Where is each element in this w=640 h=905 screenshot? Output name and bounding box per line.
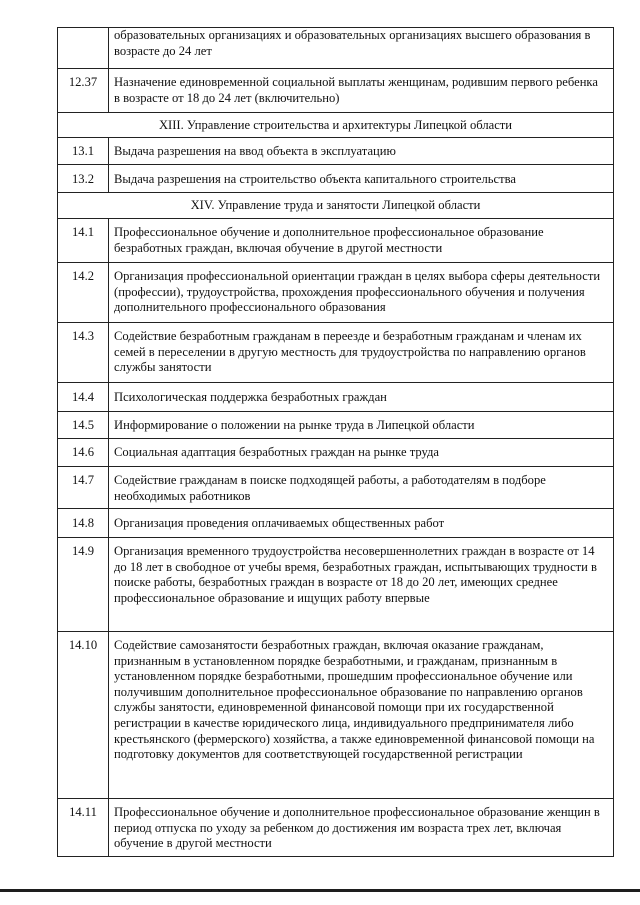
- row-number: 14.10: [58, 632, 109, 799]
- row-text: Организация проведения оплачиваемых общественных работ: [109, 509, 614, 538]
- row-text: Назначение единовременной социальной выплаты женщинам, родившим первого ребенка в возрасте от 18 до 24 лет (включительно): [109, 69, 614, 113]
- table-row: [58, 138, 614, 165]
- row-number: 14.4: [58, 383, 109, 412]
- row-text: Профессиональное обучение и дополнительное профессиональное образование женщин в период отпуска по уходу за ребенком до достижения им возраста трех лет, включая обучение в другой местности: [109, 799, 614, 857]
- row-text: Профессиональное обучение и дополнительное профессиональное образование безработных граждан, включая обучение в другой местности: [109, 219, 614, 263]
- row-text: Организация профессиональной ориентации граждан в целях выбора сферы деятельности (профессии), трудоустройства, прохождения профессионального обучения и получения дополнительного профессионального образования: [109, 263, 614, 323]
- services-table: [57, 27, 614, 857]
- row-text: Выдача разрешения на строительство объекта капитального строительства: [109, 165, 614, 193]
- table-row: [58, 799, 614, 857]
- row-number: 13.1: [58, 138, 109, 165]
- row-text: Содействие гражданам в поиске подходящей работы, а работодателям в подборе необходимых работников: [109, 467, 614, 509]
- row-text: Психологическая поддержка безработных граждан: [109, 383, 614, 412]
- row-text: Информирование о положении на рынке труда в Липецкой области: [109, 412, 614, 439]
- row-number: [58, 28, 109, 69]
- row-text: Организация временного трудоустройства несовершеннолетних граждан в возрасте от 14 до 18 лет в свободное от учебы время, безработных граждан, испытывающих трудности в поиске работы, безработных граждан в возрасте от 18 до 20 лет, имеющих среднее профессиональное образование и ищущих работу впервые: [109, 538, 614, 632]
- row-number: 14.1: [58, 219, 109, 263]
- row-number: 14.9: [58, 538, 109, 632]
- table-row: [58, 69, 614, 113]
- table-row: [58, 165, 614, 193]
- table-row: [58, 467, 614, 509]
- row-text: Содействие самозанятости безработных граждан, включая оказание гражданам, признанным в установленном порядке безработными, и гражданам, признанным в установленном порядке безработными, прошедшим профессиональное обучение или получившим дополнительное профессиональное образование по направлению органов службы занятости, единовременной финансовой помощи при их государственной регистрации в качестве юридического лица, индивидуального предпринимателя либо крестьянского (фермерского) хозяйства, а также единовременной финансовой помощи на подготовку документов для соответствующей государственной регистрации: [109, 632, 614, 799]
- row-number: 12.37: [58, 69, 109, 113]
- table-row: [58, 509, 614, 538]
- table-row: [58, 538, 614, 632]
- row-text: Выдача разрешения на ввод объекта в эксплуатацию: [109, 138, 614, 165]
- table-row: [58, 28, 614, 69]
- row-number: 14.11: [58, 799, 109, 857]
- row-number: 14.5: [58, 412, 109, 439]
- row-number: 14.2: [58, 263, 109, 323]
- row-text: Социальная адаптация безработных граждан на рынке труда: [109, 439, 614, 467]
- table-row: [58, 263, 614, 323]
- row-number: 14.6: [58, 439, 109, 467]
- table-row: [58, 219, 614, 263]
- row-text: образовательных организациях и образовательных организациях высшего образования в возрасте до 24 лет: [109, 28, 614, 69]
- row-number: 14.3: [58, 323, 109, 383]
- row-number: 14.8: [58, 509, 109, 538]
- row-number: 14.7: [58, 467, 109, 509]
- section-row: [58, 193, 614, 219]
- table-row: [58, 439, 614, 467]
- table-row: [58, 323, 614, 383]
- services-table-body: [58, 28, 614, 857]
- table-row: [58, 412, 614, 439]
- row-text: Содействие безработным гражданам в переезде и безработным гражданам и членам их семей в переселении в другую местность для трудоустройства по направлению органов службы занятости: [109, 323, 614, 383]
- table-row: [58, 632, 614, 799]
- table-row: [58, 383, 614, 412]
- section-row: [58, 113, 614, 138]
- page-bottom-rule: [0, 889, 640, 892]
- row-number: 13.2: [58, 165, 109, 193]
- section-heading: XIV. Управление труда и занятости Липецкой области: [58, 193, 614, 219]
- section-heading: XIII. Управление строительства и архитектуры Липецкой области: [58, 113, 614, 138]
